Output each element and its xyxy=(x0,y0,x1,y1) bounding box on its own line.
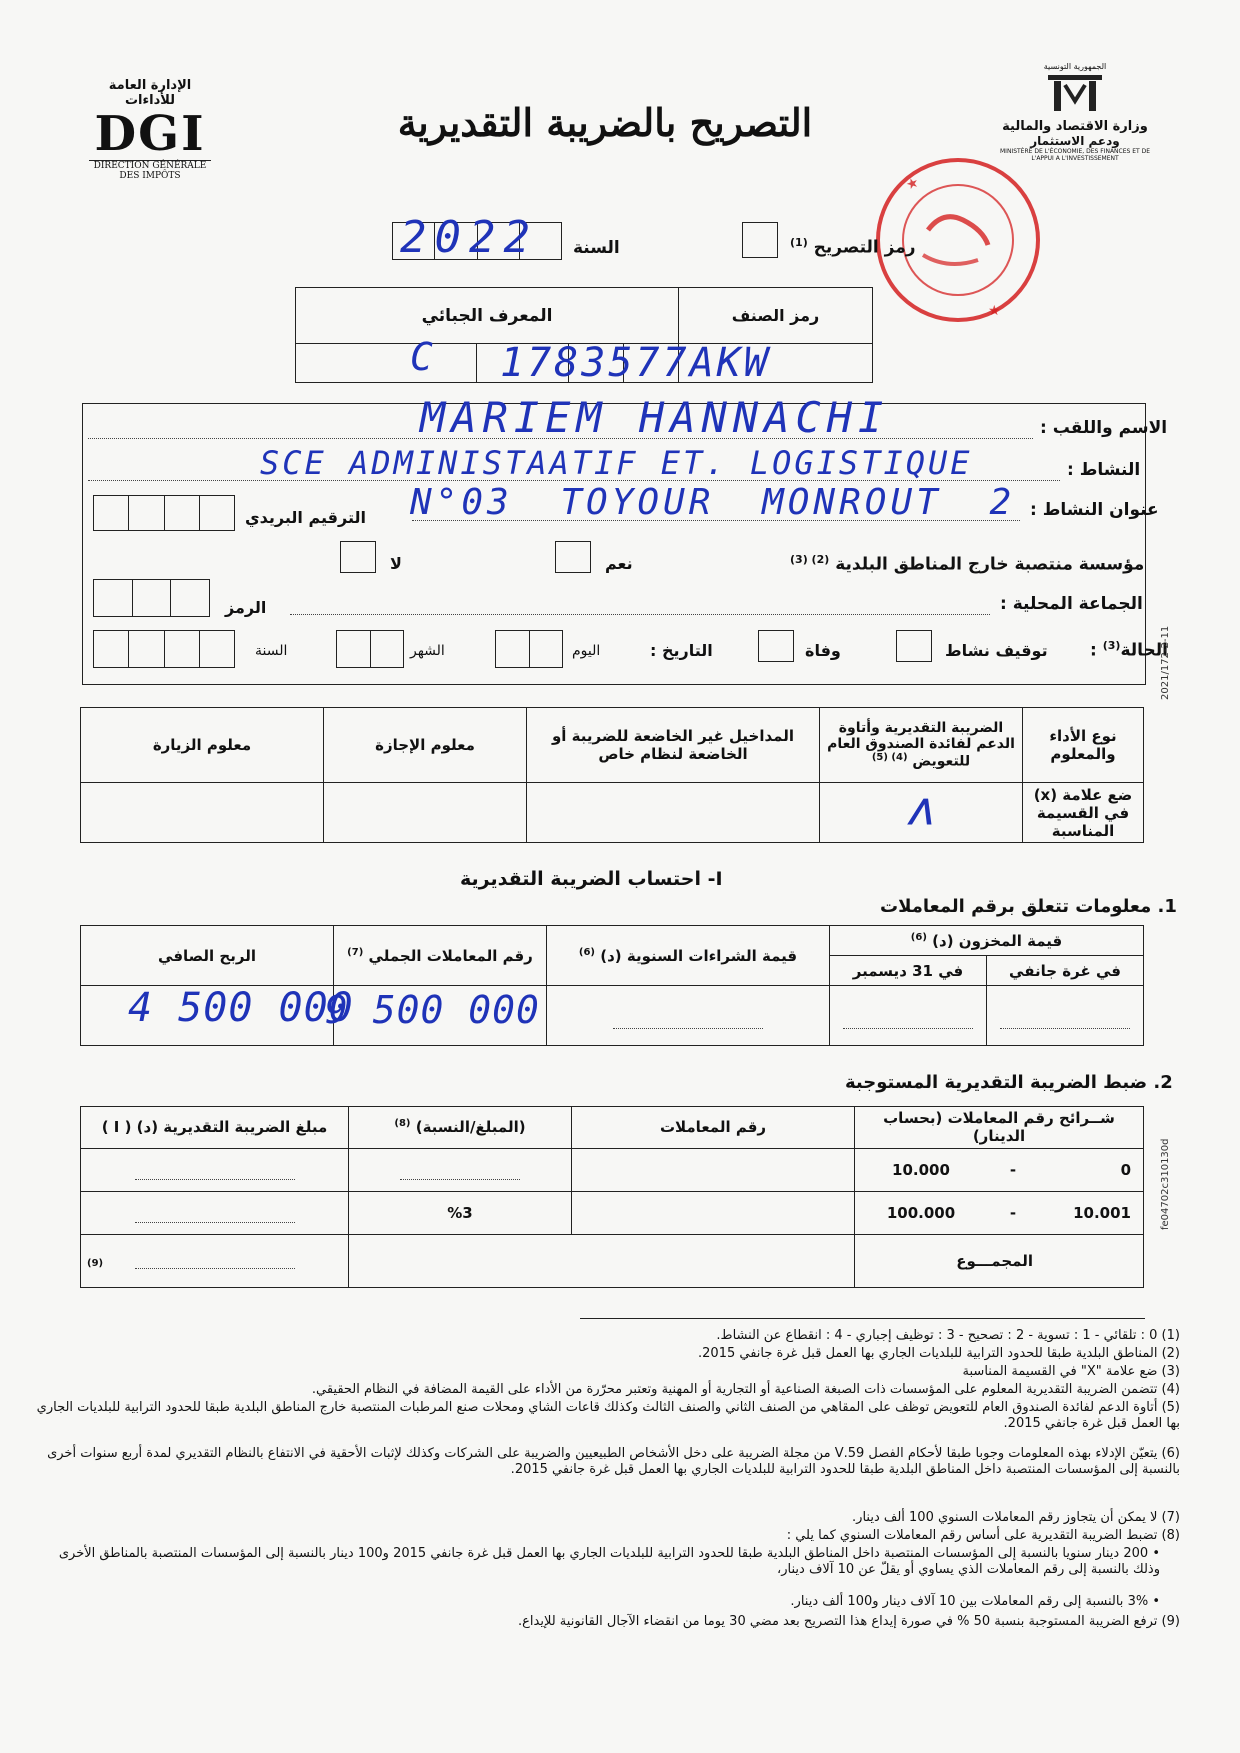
amount-row2[interactable] xyxy=(81,1191,349,1234)
note-9: (9) ترفع الضريبة المستوجبة بنسبة 50 % في صورة إيداع هذا التصريح بعد مضي 30 يوما من انقضاء الآجال القانونية للإيداع. xyxy=(518,1614,1180,1629)
outside-municipal-label: مؤسسة منتصبة خارج المناطق البلدية $^{(2) (3)}$ xyxy=(790,553,1145,575)
note-2: (2) المناطق البلدية طبقا للحدود الترابية للبلديات الجاري بها العمل قبل غرة جانفي 2015. xyxy=(698,1346,1180,1361)
dgi-logo-arabic: الإدارة العامة للأداءات xyxy=(108,78,192,108)
bracket1-from: 0 xyxy=(1039,1148,1144,1191)
status-label: الحالة$^{(3)}$ : xyxy=(1090,639,1168,661)
stop-activity-checkbox[interactable] xyxy=(896,630,932,662)
name-value: MARIEM HANNACHI xyxy=(420,393,890,442)
name-label: الاسم واللقب : xyxy=(1040,418,1168,438)
svg-text:★: ★ xyxy=(903,174,922,194)
no-label: لا xyxy=(390,554,402,573)
amount-total[interactable]: (9) xyxy=(81,1234,349,1287)
date-label: التاريخ : xyxy=(650,641,713,660)
note-8-bullet-1: • 200 دينار سنويا بالنسبة إلى المؤسسات المنتصبة داخل المناطق البلدية طبقا للحدود الترابية للبلديات الجاري بها العمل قبل غرة جانفي 2015 و100 دينار بالنسبة إلى المؤسسات المنتصبة بالمناطق الأخرى وذلك بالنسبة إلى رقم المعاملات الذي يساوي أو يقلّ عن 10 آلاف دينار، xyxy=(58,1546,1160,1577)
license-fee-cell[interactable] xyxy=(324,783,527,843)
note-8-bullet-2: • 3% بالنسبة إلى رقم المعاملات بين 10 آلاف دينار و100 ألف دينار. xyxy=(790,1594,1160,1609)
ministry-emblem-icon xyxy=(1040,71,1110,115)
year-value: 2022 xyxy=(400,212,538,263)
death-checkbox[interactable] xyxy=(758,630,794,662)
ministry-name-1: وزارة الاقتصاد والمالية xyxy=(1002,119,1148,134)
section-1-subtitle: 1. معلومات تتعلق برقم المعاملات xyxy=(880,896,1177,917)
note-1: (1) 0 : تلقائي - 1 : تسوية - 2 : تصحيح - 3 : توظيف إجباري - 4 : انقطاع عن النشاط. xyxy=(716,1328,1180,1343)
month-cells[interactable] xyxy=(336,630,404,668)
postal-code-cells[interactable] xyxy=(93,495,235,531)
visit-fee-cell[interactable] xyxy=(81,783,324,843)
rate-header: (المبلغ/النسبة) $^{(8)}$ xyxy=(349,1107,572,1149)
note-6: (6) يتعيّن الإدلاء بهذه المعلومات وجوبا طبقا لأحكام الفصل 59.V من مجلة الضريبة على دخل الأشخاص الطبيعيين والضريبة على الشركات وكذلك لإثبات الأحقية في الانتفاع بالنظام التقديري لمدة أربع سنوات أخرى بالنسبة إلى المؤسسات المنتصبة داخل المناطق البلدية طبقا للحدود الترابية للبلديات الجاري بها العمل قبل غرة جانفي 2015. xyxy=(47,1446,1180,1477)
code-label: الرمز xyxy=(225,598,267,617)
address-label: عنوان النشاط : xyxy=(1030,500,1159,520)
note-7: (7) لا يمكن أن يتجاوز رقم المعاملات السنوي 100 ألف دينار. xyxy=(852,1510,1180,1525)
ministry-top-text: الجمهورية التونسية xyxy=(1043,62,1107,71)
tax-calc-table xyxy=(80,1106,1144,1288)
activity-value: SCE ADMINISTAATIF ET. LOGISTIQUE xyxy=(260,444,973,482)
amount-header: مبلغ الضريبة التقديرية (د) ( I ) xyxy=(81,1107,349,1149)
profit-value: 4 500 000 xyxy=(128,985,354,1031)
col-visit-fee: معلوم الزيارة xyxy=(81,708,324,783)
activity-label: النشاط : xyxy=(1067,460,1141,480)
declaration-code-label: رمز التصريح $^{(1)}$ xyxy=(790,236,916,258)
day-label: اليوم xyxy=(572,643,601,659)
stock-jan-header: في غرة جانفي xyxy=(987,956,1144,986)
section-1-title: I- احتساب الضريبة التقديرية xyxy=(460,868,723,890)
total-label: المجمـــوع xyxy=(855,1234,1144,1287)
purchases-header: قيمة الشراءات السنوية (د) $^{(6)}$ xyxy=(547,926,830,986)
note-3: (3) ضع علامة "X" في القسيمة المناسبة xyxy=(962,1364,1180,1379)
row-header-type: نوع الأداء والمعلوم xyxy=(1023,708,1144,783)
turnover-header: رقم المعاملات الجملي $^{(7)}$ xyxy=(334,926,547,986)
row-header-mark: ضع علامة (x) في القسيمة المناسبة xyxy=(1023,783,1144,843)
stock-jan-cell[interactable] xyxy=(987,986,1144,1046)
dgi-logo xyxy=(85,78,215,181)
ministry-logo xyxy=(1000,62,1150,162)
dgi-logo-fr2: DES IMPÔTS xyxy=(119,171,181,181)
stop-activity-label: توقيف نشاط xyxy=(945,641,1048,660)
col-nontaxable: المداخيل غير الخاضعة للضريبة أو الخاضعة لنظام خاص xyxy=(527,708,820,783)
local-authority-label: الجماعة المحلية : xyxy=(1000,594,1143,614)
note-5: (5) أتاوة الدعم لفائدة الصندوق العام للتعويض توظف على المقاهي من الصنف الثاني والصنف الثالث وكذلك قاعات الشاي ومحلات صنع المرطبات المنتصبة خارج المناطق البلدية طبقا للحدود الترابية للبلديات الجاري بها العمل قبل غرة جانفي 2015. xyxy=(36,1400,1180,1431)
turnover-col-header: رقم المعاملات xyxy=(572,1107,855,1149)
form-title: التصريح بالضريبة التقديرية xyxy=(397,100,813,145)
stock-dec-cell[interactable] xyxy=(830,986,987,1046)
note-8: (8) تضبط الضريبة التقديرية على أساس رقم المعاملات السنوي كما يلي : xyxy=(786,1528,1180,1543)
purchases-cell[interactable] xyxy=(547,986,830,1046)
death-label: وفاة xyxy=(805,641,841,660)
ministry-name-2: ودعم الاستثمار xyxy=(1030,134,1120,148)
bracket1-dash: - xyxy=(987,1148,1039,1191)
payment-type-table xyxy=(80,707,1144,843)
address-value: N°03 TOYOUR MONROUT 2 xyxy=(410,482,1016,523)
rate-row1[interactable] xyxy=(349,1148,572,1191)
month-label: الشهر xyxy=(410,643,445,659)
turnover-value: 9 500 000 xyxy=(325,988,540,1032)
side-code-bottom: fe04702c310130d xyxy=(1160,1138,1171,1230)
note-4: (4) تتضمن الضريبة التقديرية المعلوم على المؤسسات ذات الصبغة الصناعية أو التجارية أو المهنية وتعتبر محرّرة من الأداء على القيمة المضافة في النظام الحقيقي. xyxy=(311,1382,1180,1397)
bracket1-to: 10.000 xyxy=(855,1148,988,1191)
stock-dec-header: في 31 ديسمبر xyxy=(830,956,987,986)
notes-divider xyxy=(580,1318,1145,1319)
bracket2-to: 100.000 xyxy=(855,1191,988,1234)
rate-row2: %3 xyxy=(349,1191,572,1234)
local-authority-field[interactable] xyxy=(290,612,990,615)
no-checkbox[interactable] xyxy=(340,541,376,573)
amount-row1[interactable] xyxy=(81,1148,349,1191)
profit-header: الربح الصافي xyxy=(81,926,334,986)
brackets-header: شــرائح رقم المعاملات (بحساب الدينار) xyxy=(855,1107,1144,1149)
estimated-tax-cell[interactable] xyxy=(820,783,1023,843)
fiscal-id-header: المعرف الجبائي xyxy=(296,288,679,344)
year-small-label: السنة xyxy=(255,643,288,659)
turnover-row1[interactable] xyxy=(572,1148,855,1191)
declaration-code-box[interactable] xyxy=(742,222,778,258)
col-estimated-tax: الضريبة التقديرية وأتاوة الدعم لفائدة الصندوق العام للتعويض $^{(4) (5)}$ xyxy=(820,708,1023,783)
yes-label: نعم xyxy=(605,554,633,573)
section-2-title: 2. ضبط الضريبة التقديرية المستوجبة xyxy=(845,1072,1173,1093)
estimated-tax-mark: ᐱ xyxy=(907,792,935,833)
bracket2-dash: - xyxy=(987,1191,1039,1234)
year-cells[interactable] xyxy=(93,630,235,668)
svg-text:★: ★ xyxy=(988,303,1001,319)
code-cells[interactable] xyxy=(93,579,210,617)
category-header: رمز الصنف xyxy=(679,288,873,344)
dgi-logo-fr1: DIRECTION GÉNÉRALE xyxy=(93,161,207,171)
ministry-name-fr: MINISTÈRE DE L'ÉCONOMIE, DES FINANCES ET DE L'APPUI A L'INVESTISSEMENT xyxy=(1000,148,1151,162)
yes-checkbox[interactable] xyxy=(555,541,591,573)
postal-label: الترقيم البريدي xyxy=(245,508,366,527)
dgi-logo-letters: DGI xyxy=(94,106,206,162)
col-license-fee: معلوم الإجازة xyxy=(324,708,527,783)
fiscal-id-value: 1783577AKW xyxy=(500,340,771,386)
category-value: C xyxy=(410,335,436,379)
side-code-top: 2021/172-2-11 xyxy=(1160,625,1171,700)
year-label: السنة xyxy=(573,238,620,258)
nontaxable-cell[interactable] xyxy=(527,783,820,843)
day-cells[interactable] xyxy=(495,630,563,668)
stock-header: قيمة المخزون (د) $^{(6)}$ xyxy=(830,926,1144,956)
turnover-row2[interactable] xyxy=(572,1191,855,1234)
bracket2-from: 10.001 xyxy=(1039,1191,1144,1234)
